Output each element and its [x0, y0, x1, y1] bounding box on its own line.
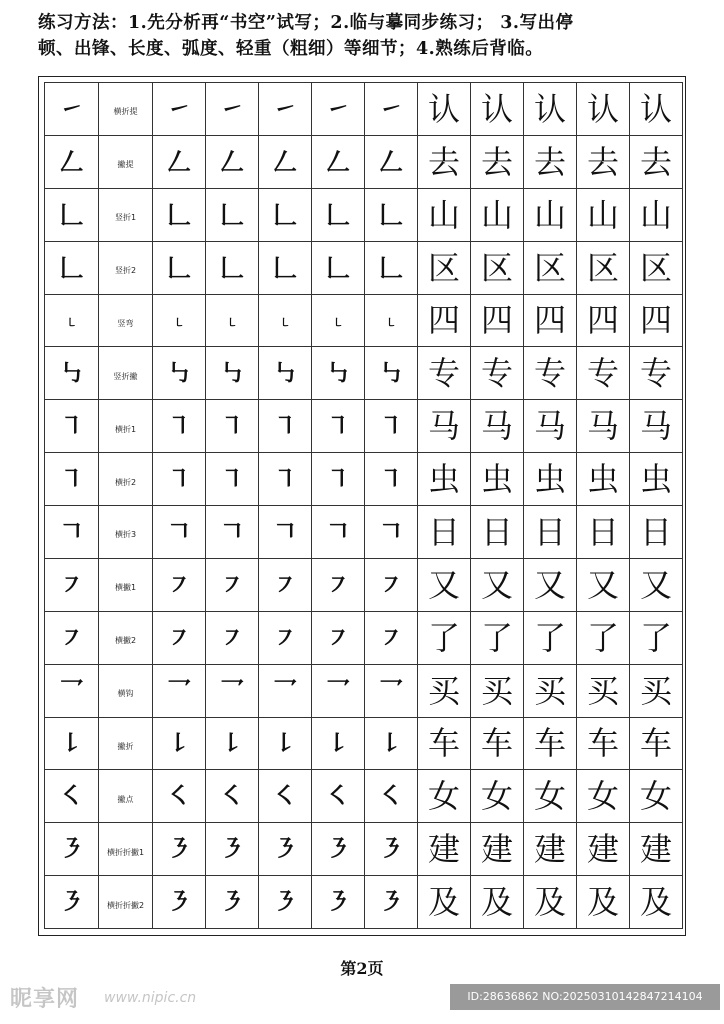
stroke-sample: ㇛ [59, 782, 84, 811]
stroke-practice: ㇉ [273, 359, 297, 388]
stroke-sample: ㇙ [59, 729, 84, 758]
stroke-practice: 𠃊 [167, 253, 191, 282]
character-practice: 买 [586, 671, 619, 710]
stroke-practice: ㇉ [167, 359, 191, 388]
character-practice: 女 [586, 777, 619, 816]
stroke-practice: ㇋ [326, 888, 350, 917]
character-practice: 四 [639, 301, 672, 340]
stroke-practice: ㇕ [167, 465, 191, 494]
stroke-practice: ㇉ [379, 359, 403, 388]
practice-row [45, 453, 683, 506]
stroke-name: 撇点 [117, 794, 134, 804]
character-practice: 虫 [533, 460, 566, 499]
practice-row [45, 294, 683, 347]
character-practice: 虫 [427, 460, 460, 499]
character-practice: 区 [533, 248, 566, 287]
character-practice: 认 [586, 89, 619, 128]
character-practice: 又 [480, 565, 513, 604]
practice-row [45, 83, 683, 136]
stroke-practice: ㇙ [220, 729, 244, 758]
stroke-practice: ㇕ [326, 412, 350, 441]
stroke-sample: 𠃍 [59, 517, 84, 546]
character-practice: 去 [533, 142, 566, 181]
stroke-sample: ㇕ [59, 412, 84, 441]
character-practice: 区 [586, 248, 619, 287]
stroke-practice: 𠃍 [326, 517, 350, 546]
stroke-practice: ㇛ [273, 782, 297, 811]
stroke-practice: 𠃊 [379, 200, 403, 229]
practice-row [45, 770, 683, 823]
character-practice: 专 [639, 354, 672, 393]
stroke-practice: ㇋ [379, 835, 403, 864]
stroke-name: 横折1 [114, 424, 137, 434]
character-practice: 了 [639, 618, 672, 657]
character-practice: 虫 [639, 460, 672, 499]
stroke-practice: ㇇ [167, 570, 191, 599]
character-practice: 认 [533, 89, 566, 128]
stroke-practice: ㇋ [220, 835, 244, 864]
character-practice: 建 [639, 830, 672, 869]
character-practice: 认 [480, 89, 513, 128]
practice-row [45, 823, 683, 876]
stroke-practice: 𠃊 [220, 200, 244, 229]
character-practice: 山 [427, 195, 460, 234]
stroke-name: 横折3 [114, 530, 137, 540]
stroke-name: 横撇1 [114, 583, 137, 593]
stroke-practice: ㇕ [167, 412, 191, 441]
practice-row [45, 558, 683, 611]
stroke-name: 撇提 [117, 160, 134, 170]
stroke-practice: ㇇ [220, 623, 244, 652]
stroke-sample: ㇇ [59, 623, 84, 652]
practice-row [45, 188, 683, 241]
character-practice: 了 [586, 618, 619, 657]
stroke-practice: 乛 [220, 676, 244, 705]
stroke-practice: ㇄ [173, 315, 185, 329]
character-practice: 认 [427, 89, 460, 128]
character-practice: 去 [639, 142, 672, 181]
character-practice: 马 [427, 407, 460, 446]
stroke-practice: ㇇ [273, 570, 297, 599]
stroke-practice: ㇋ [167, 835, 191, 864]
character-practice: 专 [427, 354, 460, 393]
instructions-line-1: 练习方法：1.先分析再“书空”试写；2.临与摹同步练习； 3.写出停 [38, 13, 574, 33]
character-practice: 日 [586, 512, 619, 551]
stroke-sample: ㇀ [59, 94, 84, 123]
practice-row [45, 347, 683, 400]
stroke-sample: ㇇ [59, 570, 84, 599]
stroke-practice: 𠃋 [326, 147, 350, 176]
stroke-practice: ㇀ [220, 94, 244, 123]
stroke-practice: ㇇ [220, 570, 244, 599]
stroke-practice: 𠃊 [167, 200, 191, 229]
character-practice: 认 [639, 89, 672, 128]
stroke-practice: ㇇ [326, 570, 350, 599]
stroke-practice: ㇋ [273, 835, 297, 864]
character-practice: 山 [480, 195, 513, 234]
stroke-practice: ㇕ [379, 465, 403, 494]
character-practice: 日 [480, 512, 513, 551]
stroke-practice: ㇄ [332, 315, 344, 329]
character-practice: 区 [480, 248, 513, 287]
character-practice: 马 [533, 407, 566, 446]
stroke-practice: ㇕ [220, 465, 244, 494]
stroke-practice: ㇕ [273, 465, 297, 494]
character-practice: 专 [480, 354, 513, 393]
character-practice: 又 [586, 565, 619, 604]
stroke-name: 竖折2 [114, 266, 137, 276]
stroke-sample: ㇋ [59, 888, 84, 917]
character-practice: 买 [427, 671, 460, 710]
watermark-logo-text: 昵享网 [10, 987, 80, 1012]
character-practice: 马 [480, 407, 513, 446]
character-practice: 买 [639, 671, 672, 710]
character-practice: 马 [586, 407, 619, 446]
stroke-practice: ㇋ [326, 835, 350, 864]
character-practice: 区 [427, 248, 460, 287]
character-practice: 及 [480, 883, 513, 922]
character-practice: 又 [533, 565, 566, 604]
stroke-practice: 𠃊 [326, 253, 350, 282]
watermark-id: ID:28636862 NO:20250310142847214104 [450, 984, 720, 1010]
watermark-url: www.nipic.cn [104, 990, 197, 1006]
watermark-logo [0, 978, 260, 1018]
character-practice: 山 [639, 195, 672, 234]
stroke-practice: ㇀ [273, 94, 297, 123]
practice-grid [44, 82, 683, 929]
stroke-practice: ㇕ [326, 465, 350, 494]
character-practice: 山 [586, 195, 619, 234]
stroke-sample: 𠃊 [59, 200, 84, 229]
stroke-practice: ㇇ [273, 623, 297, 652]
character-practice: 女 [427, 777, 460, 816]
stroke-practice: ㇄ [226, 315, 238, 329]
stroke-sample: 乛 [59, 676, 84, 705]
stroke-practice: 𠃊 [273, 253, 297, 282]
character-practice: 车 [480, 724, 513, 763]
stroke-practice: ㇙ [379, 729, 403, 758]
character-practice: 日 [533, 512, 566, 551]
stroke-practice: ㇄ [279, 315, 291, 329]
stroke-sample: ㇕ [59, 465, 84, 494]
practice-row [45, 717, 683, 770]
stroke-practice: ㇀ [167, 94, 191, 123]
stroke-practice: ㇉ [326, 359, 350, 388]
character-practice: 马 [639, 407, 672, 446]
stroke-practice: ㇋ [273, 888, 297, 917]
stroke-practice: ㇄ [385, 315, 397, 329]
stroke-practice: ㇛ [326, 782, 350, 811]
stroke-practice: ㇇ [379, 623, 403, 652]
stroke-practice: 𠃊 [273, 200, 297, 229]
stroke-sample: 𠃋 [59, 147, 84, 176]
character-practice: 车 [427, 724, 460, 763]
stroke-practice: ㇕ [379, 412, 403, 441]
stroke-practice: ㇙ [326, 729, 350, 758]
character-practice: 女 [639, 777, 672, 816]
stroke-practice: ㇕ [273, 412, 297, 441]
character-practice: 买 [533, 671, 566, 710]
character-practice: 去 [480, 142, 513, 181]
character-practice: 四 [533, 301, 566, 340]
stroke-name: 横折2 [114, 477, 137, 487]
stroke-sample: ㇄ [66, 315, 77, 329]
stroke-practice: 𠃊 [379, 253, 403, 282]
character-practice: 及 [586, 883, 619, 922]
stroke-practice: 乛 [326, 676, 350, 705]
stroke-name: 竖折撇 [113, 371, 138, 381]
character-practice: 建 [586, 830, 619, 869]
stroke-name: 撇折 [117, 741, 134, 751]
stroke-practice: ㇛ [220, 782, 244, 811]
stroke-practice: 乛 [273, 676, 297, 705]
practice-row [45, 611, 683, 664]
instructions-line-2: 顿、出锋、长度、弧度、轻重（粗细）等细节；4.熟练后背临。 [38, 39, 544, 59]
practice-row [45, 241, 683, 294]
stroke-practice: ㇋ [379, 888, 403, 917]
stroke-practice: ㇀ [379, 94, 403, 123]
character-practice: 去 [427, 142, 460, 181]
stroke-sample: 𠃊 [59, 253, 84, 282]
stroke-name: 横折提 [113, 107, 138, 117]
stroke-name: 横折折撇2 [106, 900, 145, 910]
stroke-practice: 𠃊 [220, 253, 244, 282]
practice-row [45, 664, 683, 717]
character-practice: 专 [533, 354, 566, 393]
character-practice: 女 [533, 777, 566, 816]
stroke-practice: ㇋ [220, 888, 244, 917]
character-practice: 及 [639, 883, 672, 922]
character-practice: 车 [586, 724, 619, 763]
stroke-name: 竖折1 [114, 213, 137, 223]
character-practice: 女 [480, 777, 513, 816]
stroke-practice: 𠃋 [379, 147, 403, 176]
stroke-practice: ㇇ [326, 623, 350, 652]
stroke-sample: ㇋ [59, 835, 84, 864]
stroke-practice: 𠃍 [167, 517, 191, 546]
practice-row [45, 135, 683, 188]
stroke-practice: 乛 [379, 676, 403, 705]
stroke-practice: 𠃊 [326, 200, 350, 229]
stroke-practice: ㇇ [167, 623, 191, 652]
character-practice: 买 [480, 671, 513, 710]
character-practice: 及 [427, 883, 460, 922]
character-practice: 及 [533, 883, 566, 922]
stroke-practice: 𠃍 [273, 517, 297, 546]
character-practice: 四 [427, 301, 460, 340]
character-practice: 四 [480, 301, 513, 340]
character-practice: 日 [427, 512, 460, 551]
stroke-practice: ㇇ [379, 570, 403, 599]
stroke-practice: ㇛ [167, 782, 191, 811]
character-practice: 又 [639, 565, 672, 604]
page-number: 第2页 [340, 959, 384, 978]
stroke-name: 横撇2 [114, 636, 137, 646]
character-practice: 又 [427, 565, 460, 604]
character-practice: 车 [533, 724, 566, 763]
stroke-name: 横钩 [117, 689, 134, 699]
character-practice: 了 [480, 618, 513, 657]
stroke-practice: ㇕ [220, 412, 244, 441]
character-practice: 虫 [480, 460, 513, 499]
stroke-sample: ㇉ [59, 359, 84, 388]
character-practice: 日 [639, 512, 672, 551]
character-practice: 专 [586, 354, 619, 393]
stroke-practice: ㇀ [326, 94, 350, 123]
stroke-practice: 𠃍 [379, 517, 403, 546]
character-practice: 了 [427, 618, 460, 657]
character-practice: 虫 [586, 460, 619, 499]
character-practice: 建 [480, 830, 513, 869]
character-practice: 建 [533, 830, 566, 869]
practice-row [45, 876, 683, 929]
stroke-practice: 𠃍 [220, 517, 244, 546]
stroke-practice: ㇉ [220, 359, 244, 388]
practice-instructions [38, 10, 698, 62]
character-practice: 去 [586, 142, 619, 181]
stroke-practice: ㇙ [167, 729, 191, 758]
practice-row [45, 400, 683, 453]
character-practice: 山 [533, 195, 566, 234]
stroke-practice: ㇋ [167, 888, 191, 917]
character-practice: 车 [639, 724, 672, 763]
character-practice: 四 [586, 301, 619, 340]
stroke-practice: 𠃋 [273, 147, 297, 176]
character-practice: 了 [533, 618, 566, 657]
practice-row [45, 506, 683, 559]
stroke-practice: ㇛ [379, 782, 403, 811]
stroke-name: 竖弯 [117, 318, 134, 328]
character-practice: 区 [639, 248, 672, 287]
stroke-practice: 𠃋 [167, 147, 191, 176]
stroke-practice: 乛 [167, 676, 191, 705]
stroke-practice: ㇙ [273, 729, 297, 758]
stroke-practice: 𠃋 [220, 147, 244, 176]
character-practice: 建 [427, 830, 460, 869]
stroke-name: 横折折撇1 [106, 847, 145, 857]
